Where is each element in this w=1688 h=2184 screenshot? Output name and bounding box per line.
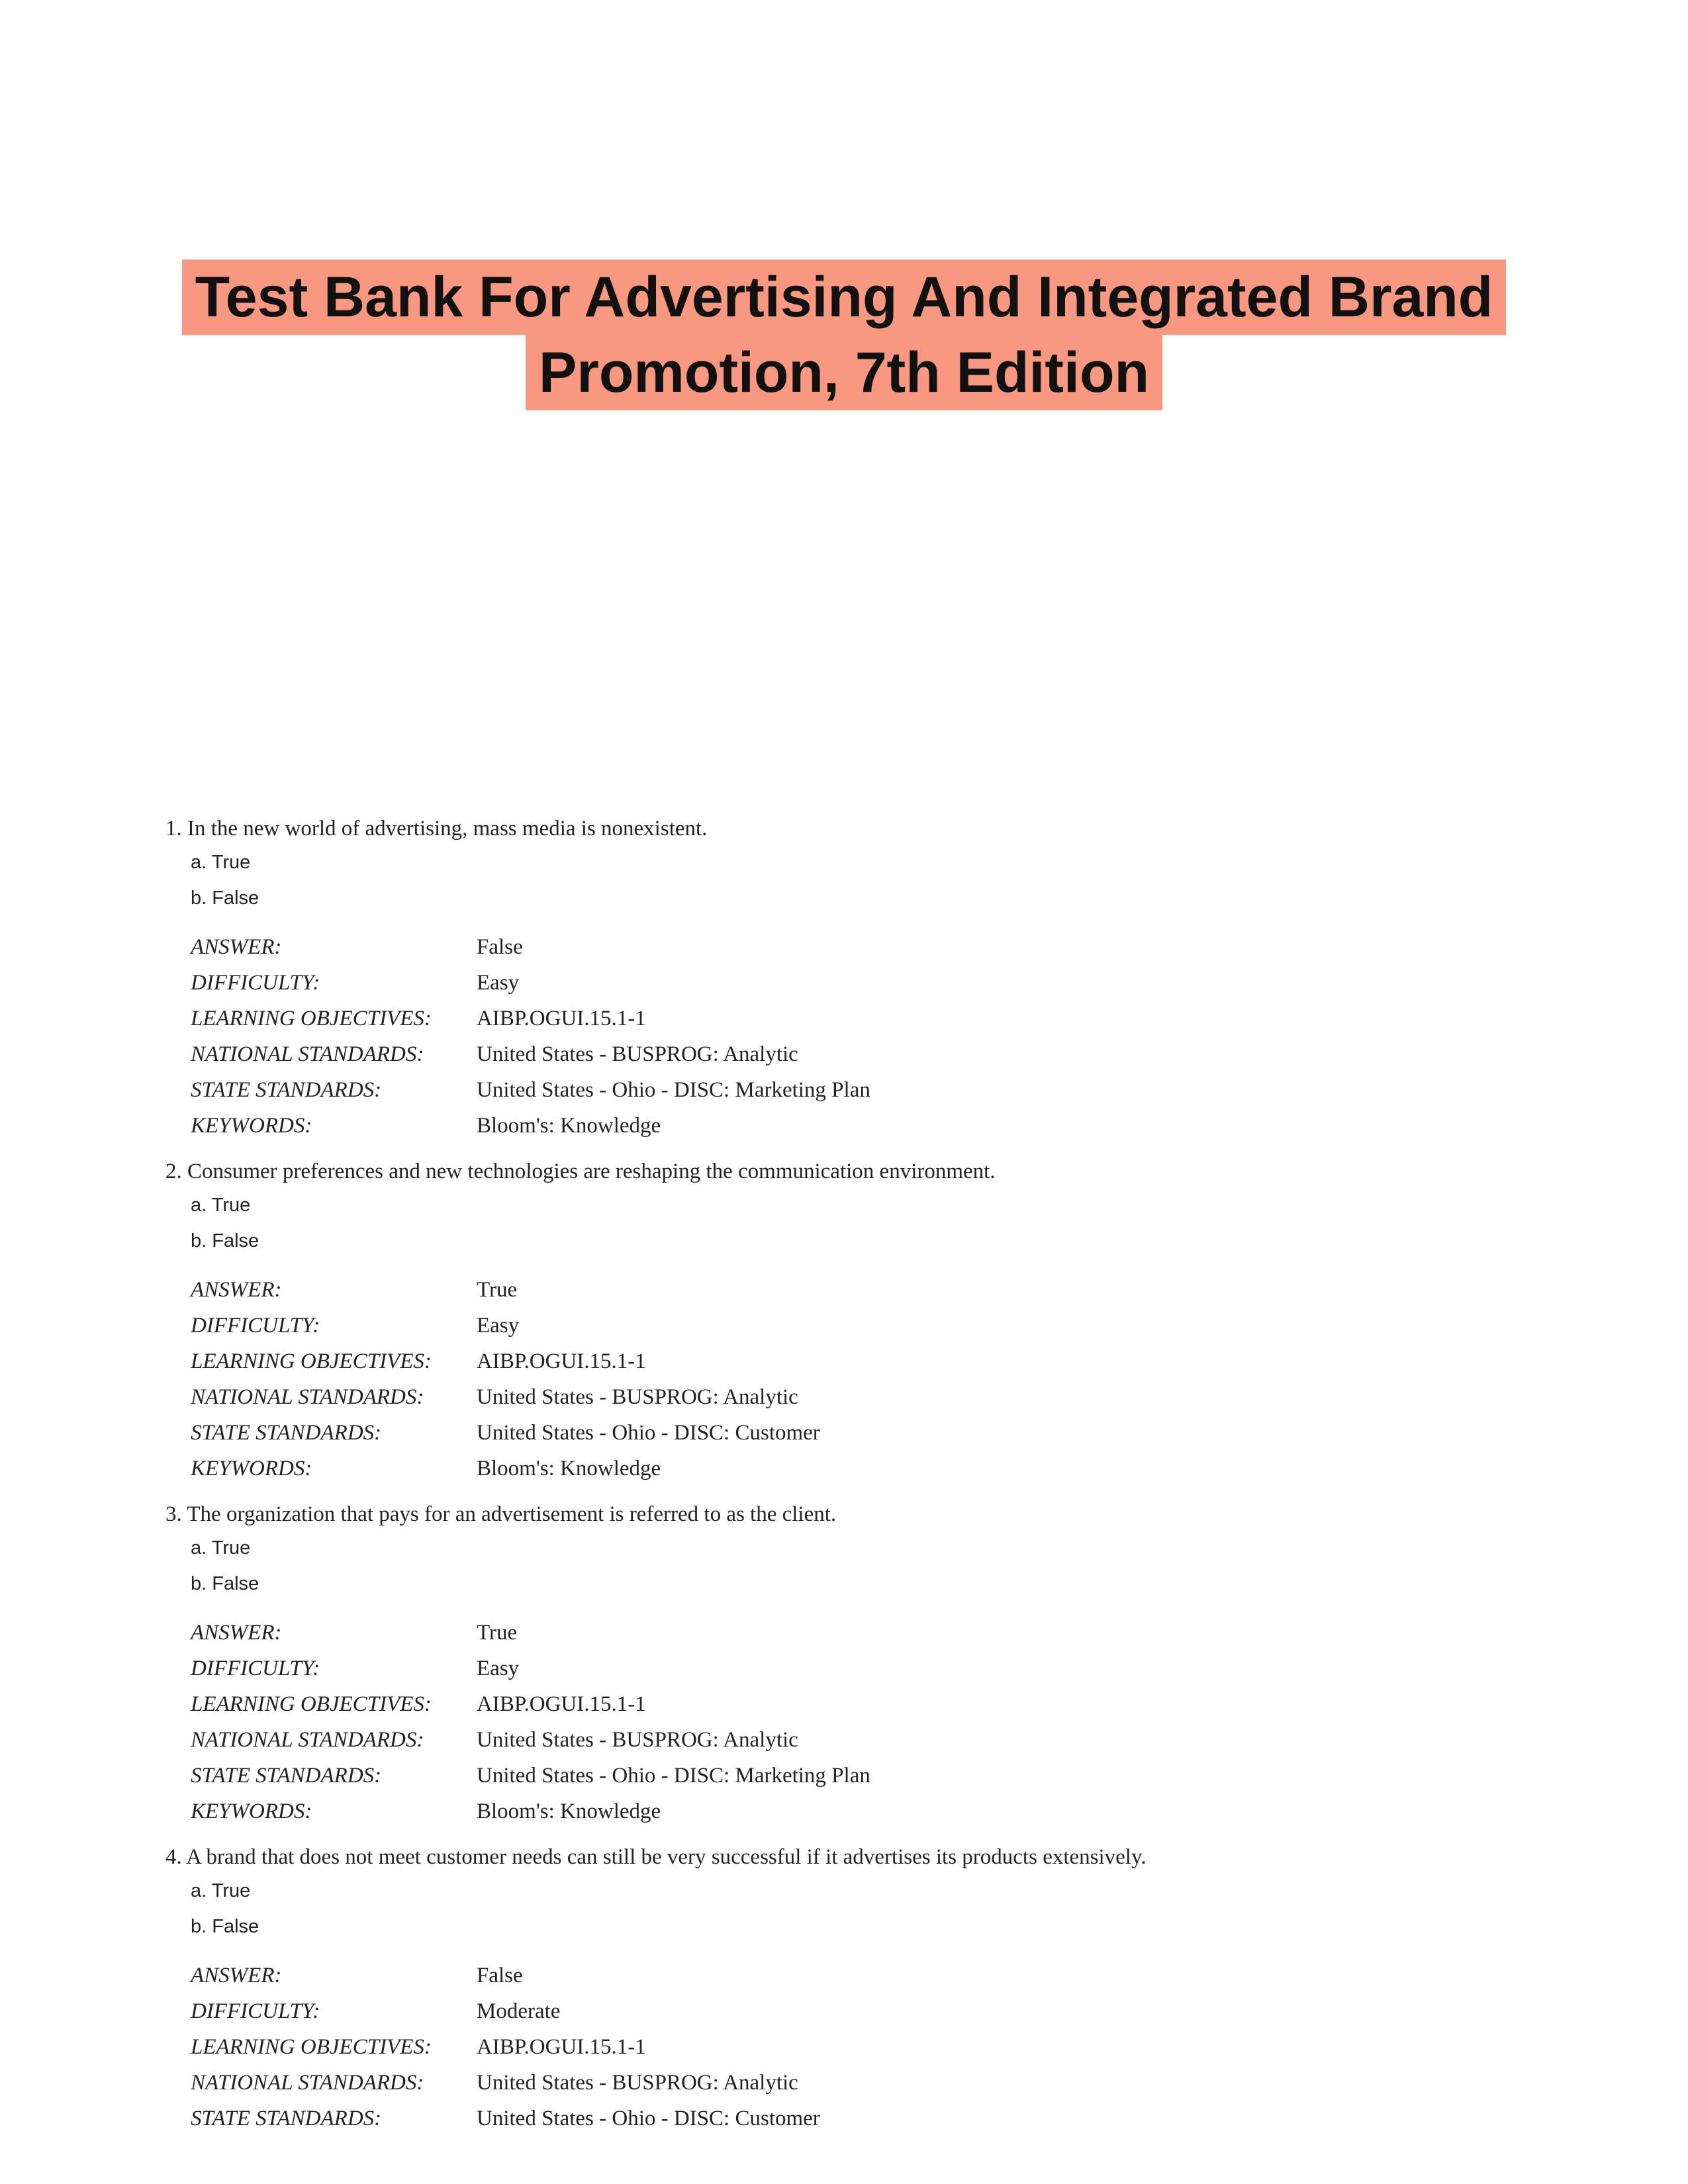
meta-row (191, 2065, 820, 2101)
meta-value: United States - Ohio - DISC: Marketing Plan (477, 1077, 870, 1102)
meta-key: KEYWORDS: (191, 1456, 312, 1480)
meta-row (191, 2029, 820, 2065)
meta-value: Bloom's: Knowledge (477, 1799, 661, 1823)
meta-key: LEARNING OBJECTIVES: (191, 1006, 432, 1030)
meta-row (191, 1308, 820, 1343)
meta-value: AIBP.OGUI.15.1-1 (477, 1349, 646, 1373)
meta-value: AIBP.OGUI.15.1-1 (477, 2034, 646, 2059)
meta-key: LEARNING OBJECTIVES: (191, 2034, 432, 2059)
meta-key: NATIONAL STANDARDS: (191, 1385, 424, 1409)
option-true: a. True (191, 1195, 251, 1216)
meta-key: NATIONAL STANDARDS: (191, 1042, 424, 1066)
question-metadata (191, 1958, 820, 2136)
meta-value: Bloom's: Knowledge (477, 1456, 661, 1480)
meta-key: LEARNING OBJECTIVES: (191, 1349, 432, 1373)
meta-key: STATE STANDARDS: (191, 1420, 382, 1445)
meta-key: DIFFICULTY: (191, 1313, 320, 1338)
meta-key: DIFFICULTY: (191, 1656, 320, 1680)
meta-key: ANSWER: (191, 1963, 282, 1987)
meta-key: KEYWORDS: (191, 1799, 312, 1823)
meta-row (191, 1794, 870, 1829)
meta-value: Easy (477, 1313, 520, 1338)
meta-key: ANSWER: (191, 934, 282, 959)
meta-row (191, 1379, 820, 1415)
meta-value: Easy (477, 1656, 520, 1680)
meta-row (191, 1036, 870, 1072)
meta-key: LEARNING OBJECTIVES: (191, 1692, 432, 1716)
question-metadata (191, 929, 870, 1144)
meta-key: KEYWORDS: (191, 1113, 312, 1138)
question-4 (165, 1841, 1556, 2136)
meta-row (191, 1958, 820, 1993)
meta-value: United States - BUSPROG: Analytic (477, 2070, 798, 2095)
meta-row (191, 1686, 870, 1722)
meta-value: United States - Ohio - DISC: Customer (477, 2106, 820, 2130)
document-title (0, 259, 1688, 410)
option-false: b. False (191, 1230, 259, 1251)
option-false: b. False (191, 1573, 259, 1594)
meta-row (191, 1993, 820, 2029)
meta-value: False (477, 934, 523, 959)
meta-row (191, 1272, 820, 1308)
meta-row (191, 2101, 820, 2136)
meta-row (191, 1722, 870, 1758)
question-list (165, 813, 1556, 2136)
meta-key: NATIONAL STANDARDS: (191, 1727, 424, 1752)
question-stem: 3. The organization that pays for an advertisement is referred to as the client. (165, 1502, 837, 1526)
option-false: b. False (191, 1916, 259, 1937)
question-3 (165, 1498, 1556, 1841)
question-metadata (191, 1272, 820, 1486)
meta-row (191, 1651, 870, 1686)
question-metadata (191, 1615, 870, 1829)
meta-key: STATE STANDARDS: (191, 1077, 382, 1102)
meta-key: DIFFICULTY: (191, 1999, 320, 2023)
meta-value: United States - BUSPROG: Analytic (477, 1042, 798, 1066)
meta-value: Easy (477, 970, 520, 995)
meta-value: Bloom's: Knowledge (477, 1113, 661, 1138)
meta-key: NATIONAL STANDARDS: (191, 2070, 424, 2095)
meta-value: United States - Ohio - DISC: Marketing Plan (477, 1763, 870, 1788)
meta-row (191, 1108, 870, 1144)
meta-value: United States - BUSPROG: Analytic (477, 1727, 798, 1752)
option-true: a. True (191, 1880, 251, 1901)
meta-row (191, 929, 870, 965)
title-line-1: Test Bank For Advertising And Integrated Brand (182, 259, 1507, 335)
meta-row (191, 965, 870, 1001)
meta-value: United States - BUSPROG: Analytic (477, 1385, 798, 1409)
meta-key: ANSWER: (191, 1620, 282, 1645)
meta-row (191, 1758, 870, 1794)
meta-value: AIBP.OGUI.15.1-1 (477, 1692, 646, 1716)
meta-value: United States - Ohio - DISC: Customer (477, 1420, 820, 1445)
option-true: a. True (191, 1537, 251, 1559)
question-2 (165, 1156, 1556, 1498)
question-1 (165, 813, 1556, 1156)
question-stem: 1. In the new world of advertising, mass media is nonexistent. (165, 817, 708, 841)
meta-value: False (477, 1963, 523, 1987)
title-line-2: Promotion, 7th Edition (526, 335, 1162, 410)
meta-row (191, 1415, 820, 1451)
meta-row (191, 1451, 820, 1486)
meta-row (191, 1072, 870, 1108)
meta-key: DIFFICULTY: (191, 970, 320, 995)
meta-row (191, 1343, 820, 1379)
option-false: b. False (191, 887, 259, 909)
meta-value: Moderate (477, 1999, 561, 2023)
option-true: a. True (191, 852, 251, 873)
question-stem: 2. Consumer preferences and new technologies are reshaping the communication environment. (165, 1160, 996, 1183)
meta-key: STATE STANDARDS: (191, 1763, 382, 1788)
meta-row (191, 1001, 870, 1036)
meta-row (191, 1615, 870, 1651)
meta-value: True (477, 1277, 518, 1302)
question-stem: 4. A brand that does not meet customer needs can still be very successful if it advertises its products extensively. (165, 1845, 1147, 1869)
meta-value: True (477, 1620, 518, 1645)
meta-value: AIBP.OGUI.15.1-1 (477, 1006, 646, 1030)
meta-key: STATE STANDARDS: (191, 2106, 382, 2130)
meta-key: ANSWER: (191, 1277, 282, 1302)
